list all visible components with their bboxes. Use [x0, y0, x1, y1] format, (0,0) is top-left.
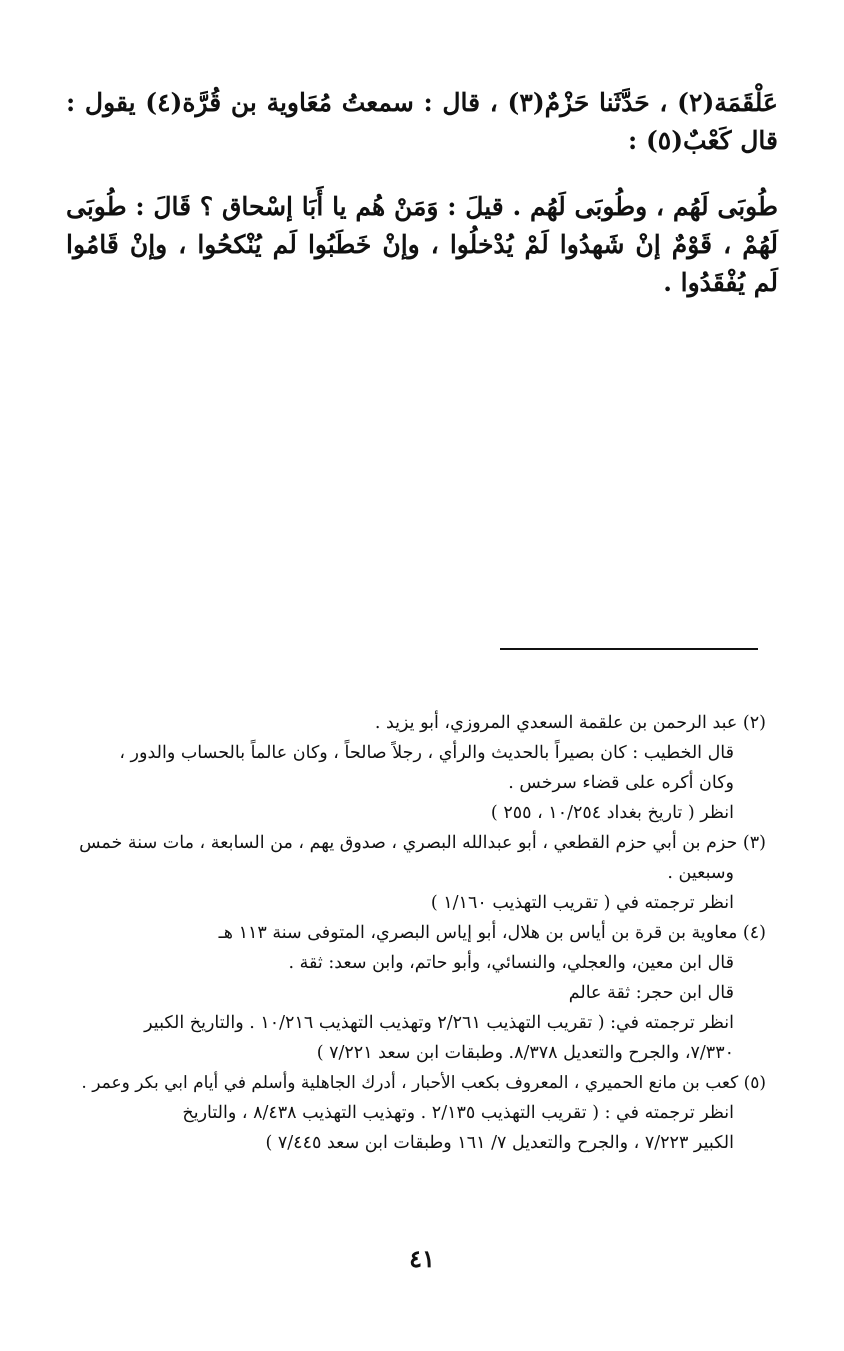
- main-text: [66, 84, 778, 302]
- footnote-5: [66, 1068, 766, 1158]
- footnote-line: قال الخطيب : كان بصيراً بالحديث والرأي ، رجلاً صالحاً ، وكان عالماً بالحساب والدور ،: [119, 743, 734, 763]
- footnote-line: انظر ترجمته في : ( تقريب التهذيب ٢/١٣٥ . وتهذيب التهذيب ٨/٤٣٨ ، والتاريخ: [182, 1103, 734, 1123]
- footnotes: [66, 708, 766, 1158]
- footnote-3: [66, 828, 766, 918]
- hadith-chain: عَلْقَمَة(٢) ، حَدَّثَنا حَزْمٌ(٣) ، قال : سمعتُ مُعَاوية بن قُرَّة(٤) يقول : قال كَعْبٌ(٥) :: [66, 88, 778, 155]
- footnote-line: الكبير ٧/٢٢٣ ، والجرح والتعديل ٧/ ١٦١ وطبقات ابن سعد ٧/٤٤٥ ): [265, 1133, 734, 1153]
- footnote-4: [66, 918, 766, 1068]
- footnote-separator: [500, 648, 758, 650]
- hadith-text: طُوبَى لَهُم ، وطُوبَى لَهُم . قيلَ : وَمَنْ هُم يا أَبَا إسْحاق ؟ قَالَ : طُوبَى لَهُمْ ، قَوْمٌ إنْ شَهدُوا لَمْ يُدْخلُوا ، وإنْ خَطَبُوا لَم يُنْكحُوا ، وإنْ قَامُوا لَم يُفْقَدُوا .: [66, 192, 778, 297]
- footnote-line: انظر ترجمته في: ( تقريب التهذيب ٢/٢٦١ وتهذيب التهذيب ١٠/٢١٦ . والتاريخ الكبير: [144, 1013, 734, 1033]
- footnote-line: وكان أكره على قضاء سرخس .: [508, 773, 734, 793]
- footnote-line: قال ابن حجر: ثقة عالم: [568, 983, 734, 1003]
- footnote-line: انظر ترجمته في ( تقريب التهذيب ١/١٦٠ ): [430, 893, 734, 913]
- footnote-line: (٤) معاوية بن قرة بن أياس بن هلال، أبو إياس البصري، المتوفى سنة ١١٣ هـ: [218, 923, 766, 943]
- footnote-line: انظر ( تاريخ بغداد ١٠/٢٥٤ ، ٢٥٥ ): [490, 803, 734, 823]
- footnote-line: ٧/٣٣٠، والجرح والتعديل ٨/٣٧٨. وطبقات ابن سعد ٧/٢٢١ ): [316, 1043, 734, 1063]
- footnote-line: وسبعين .: [667, 863, 734, 883]
- footnote-line: (٢) عبد الرحمن بن علقمة السعدي المروزي، أبو يزيد .: [374, 713, 766, 733]
- footnote-line: (٣) حزم بن أبي حزم القطعي ، أبو عبدالله البصري ، صدوق يهم ، من السابعة ، مات سنة خمس: [79, 833, 766, 853]
- footnote-line: قال ابن معين، والعجلي، والنسائي، وأبو حاتم، وابن سعد: ثقة .: [288, 953, 734, 973]
- footnote-2: [66, 708, 766, 828]
- page-number: ٤١: [409, 1244, 435, 1273]
- footnote-line: (٥) كعب بن مانع الحميري ، المعروف بكعب الأحبار ، أدرك الجاهلية وأسلم في أيام ابي بكر وعمر .: [81, 1073, 766, 1093]
